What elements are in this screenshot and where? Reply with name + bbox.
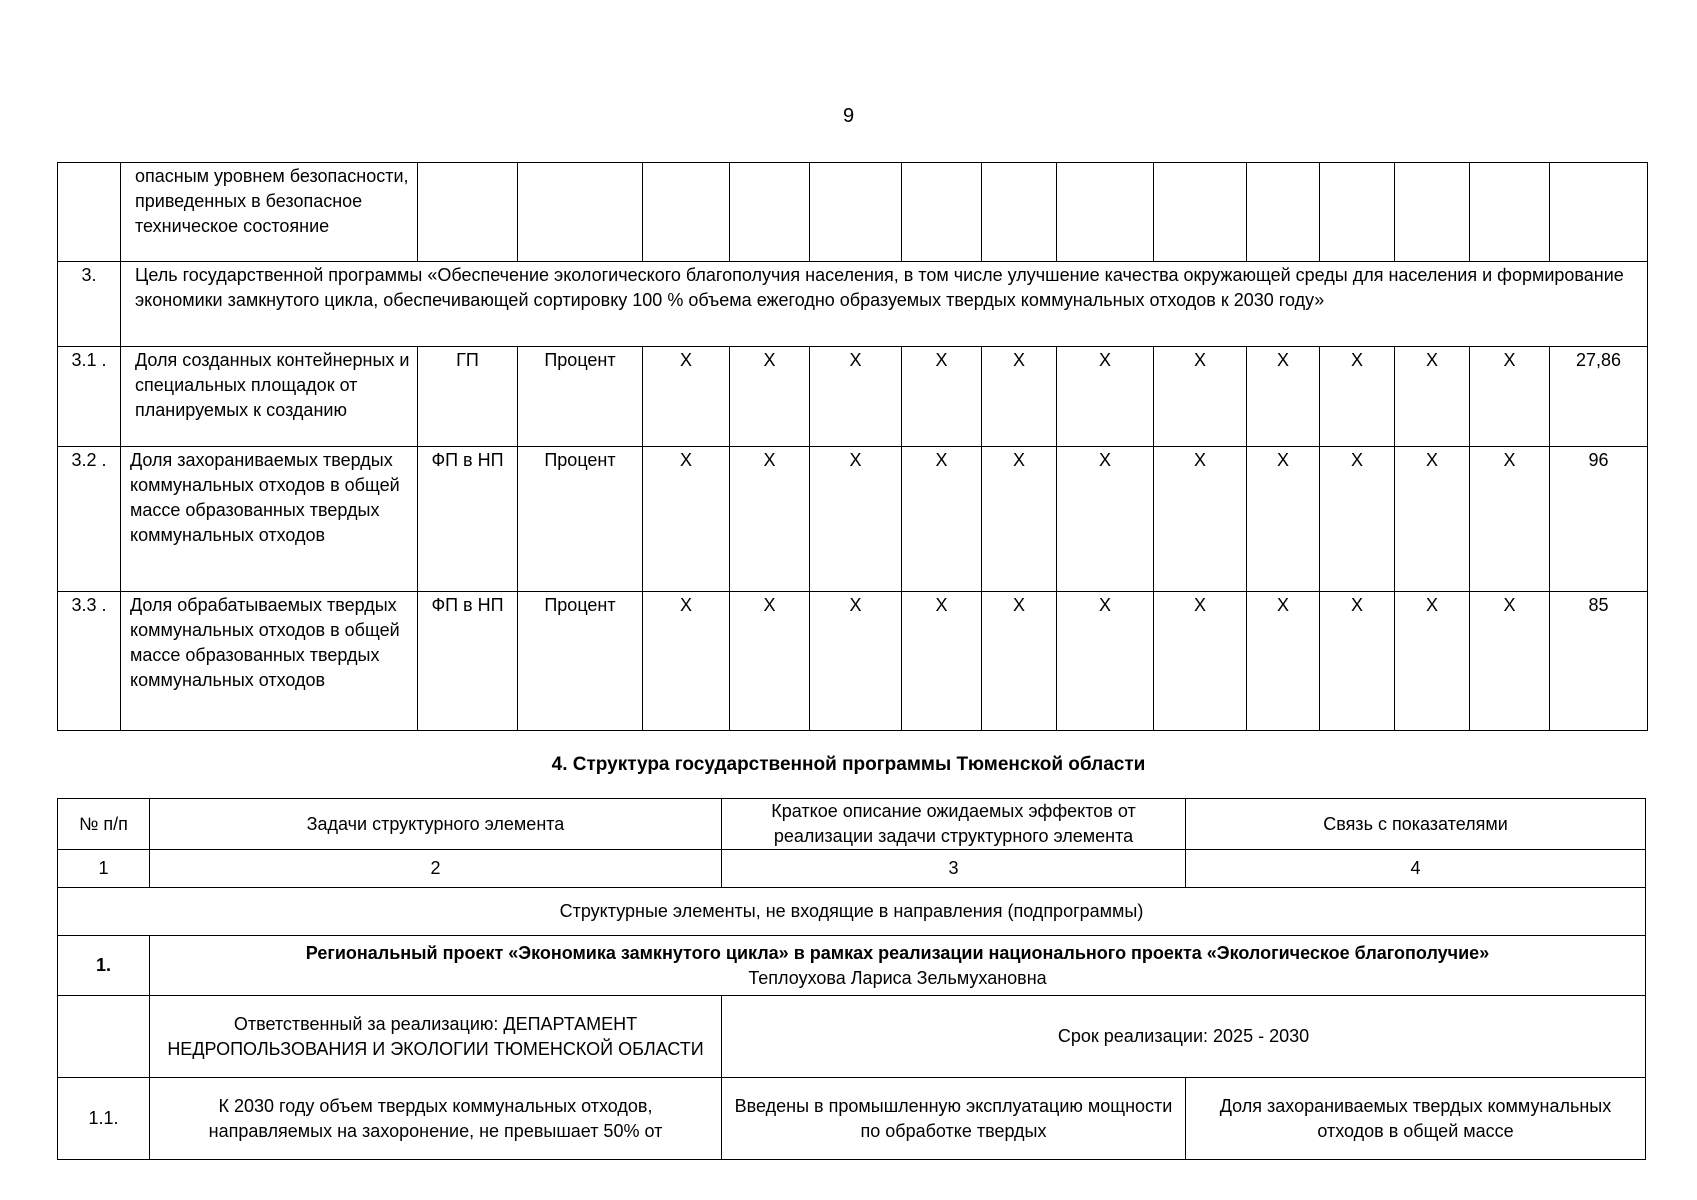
year-cell: X [643,592,730,731]
year-cell: X [1057,447,1154,592]
column-number: 4 [1186,850,1646,888]
indicator-level: ФП в НП [418,592,518,731]
year-cell: X [1320,447,1395,592]
header-row [58,799,1646,850]
goal-text: Цель государственной программы «Обеспечение экологического благополучия населения, в том числе улучшение качества окружающей среды для населения и формирование экономики замкнутого цикла, обеспечивающей сортировку 100 % объема ежегодно образуемых твердых коммунальных отходов к 2030 году» [121,262,1648,347]
row-number: 3.2 . [58,447,121,592]
row-number: 3.1 . [58,347,121,447]
year-cell: X [643,347,730,447]
year-cell: X [1154,592,1247,731]
goal-number: 3. [58,262,121,347]
table-row [58,447,1648,592]
year-cell: X [982,347,1057,447]
term: Срок реализации: 2025 - 2030 [722,996,1646,1078]
target-value: 85 [1550,592,1648,731]
project-person: Теплоухова Лариса Зельмухановна [748,967,1047,988]
year-cell: X [730,347,810,447]
year-cell: X [1395,592,1470,731]
task-row [58,1078,1646,1160]
year-cell: X [982,592,1057,731]
year-cell: X [982,447,1057,592]
column-header: № п/п [58,799,150,850]
indicator-level: ФП в НП [418,447,518,592]
project-cell [150,936,1646,996]
year-cell: X [1320,592,1395,731]
year-cell: X [902,592,982,731]
year-cell: X [1470,347,1550,447]
indicator-name: Доля захораниваемых твердых коммунальных отходов в общей массе образованных твердых коммунальных отходов [121,447,418,592]
indicator-name: Доля созданных контейнерных и специальных площадок от планируемых к созданию [121,347,418,447]
row-number: 3.3 . [58,592,121,731]
year-cell: X [1154,347,1247,447]
year-cell: X [810,592,902,731]
task-effect: Введены в промышленную эксплуатацию мощности по обработке твердых [722,1078,1186,1160]
year-cell: X [1057,347,1154,447]
year-cell: X [810,447,902,592]
year-cell: X [810,347,902,447]
indicator-level: ГП [418,347,518,447]
project-number: 1. [58,936,150,996]
indicator-name: Доля обрабатываемых твердых коммунальных отходов в общей массе образованных твердых коммунальных отходов [121,592,418,731]
page-number: 9 [842,105,855,127]
year-cell: X [1247,447,1320,592]
group-title: Структурные элементы, не входящие в направления (подпрограммы) [58,888,1646,936]
year-cell: X [902,447,982,592]
section-title: 4. Структура государственной программы Тюменской области [551,754,1146,775]
table-row [58,163,1648,262]
column-number: 2 [150,850,722,888]
task-description: К 2030 году объем твердых коммунальных отходов, направляемых на захоронение, не превышает 50% от [150,1078,722,1160]
indicator-unit: Процент [518,347,643,447]
year-cell: X [1470,447,1550,592]
year-cell: X [1320,347,1395,447]
year-cell: X [1057,592,1154,731]
group-row [58,888,1646,936]
year-cell: X [902,347,982,447]
year-cell: X [1395,447,1470,592]
year-cell: X [1247,347,1320,447]
year-cell: X [643,447,730,592]
structure-table [57,798,1646,1160]
year-cell: X [1154,447,1247,592]
year-cell: X [730,447,810,592]
indicators-table [57,162,1648,731]
table-row [58,592,1648,731]
column-header: Краткое описание ожидаемых эффектов от реализации задачи структурного элемента [722,799,1186,850]
column-number-row [58,850,1646,888]
table-row [58,347,1648,447]
project-row [58,936,1646,996]
column-header: Связь с показателями [1186,799,1646,850]
task-number: 1.1. [58,1078,150,1160]
year-cell: X [730,592,810,731]
indicator-name: опасным уровнем безопасности, приведенных в безопасное техническое состояние [121,163,418,262]
responsible: Ответственный за реализацию: ДЕПАРТАМЕНТ НЕДРОПОЛЬЗОВАНИЯ И ЭКОЛОГИИ ТЮМЕНСКОЙ ОБЛАСТИ [150,996,722,1078]
column-number: 3 [722,850,1186,888]
year-cell: X [1395,347,1470,447]
target-value: 27,86 [1550,347,1648,447]
indicator-unit: Процент [518,592,643,731]
year-cell: X [1247,592,1320,731]
task-link: Доля захораниваемых твердых коммунальных отходов в общей массе [1186,1078,1646,1160]
project-title: Региональный проект «Экономика замкнутого цикла» в рамках реализации национального проекта «Экологическое благополучие» [305,942,1490,963]
year-cell: X [1470,592,1550,731]
column-number: 1 [58,850,150,888]
target-value: 96 [1550,447,1648,592]
column-header: Задачи структурного элемента [150,799,722,850]
goal-row [58,262,1648,347]
indicator-unit: Процент [518,447,643,592]
responsible-row [58,996,1646,1078]
